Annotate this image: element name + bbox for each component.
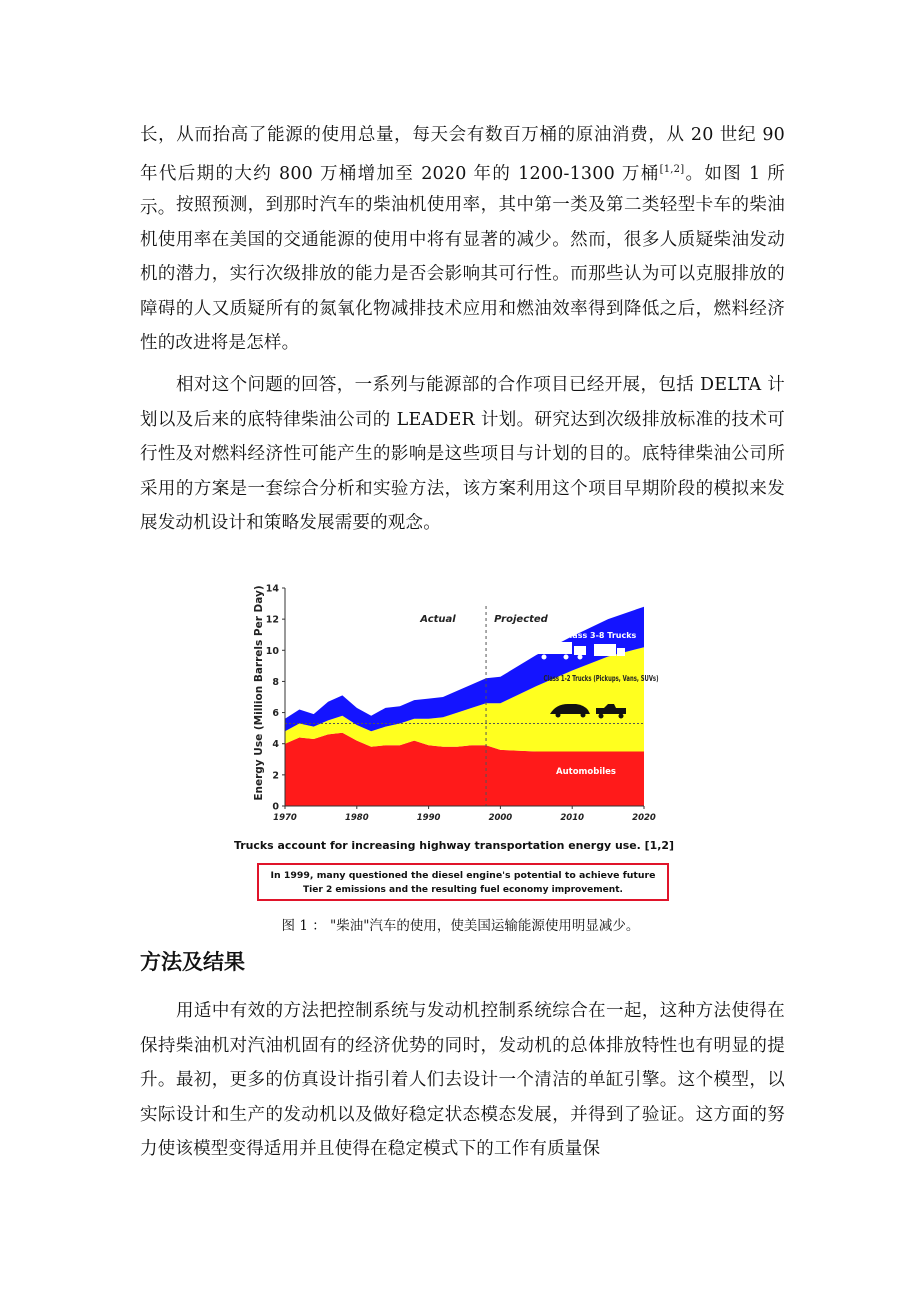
paragraph-2: 按照预测，到那时汽车的柴油机使用率，其中第一类及第二类轻型卡车的柴油机使用率在美国的交通能源的使用中将有显著的减少。然而，很多人质疑柴油发动机的潜力，实行次级排放的能力是否会影响其可行性。而那些认为可以克服排放的障碍的人又质疑所有的氮氧化物减排技术应用和燃油效率得到降低之后，燃料经济性的改进将是怎样。 — [140, 195, 785, 353]
paragraph-1-text: 长，从而抬高了能源的使用总量，每天会有数百万桶的原油消费，从 20 世纪 90 年代后期的大约 800 万桶增加至 2020 年的 1200-1300 万桶 — [140, 125, 785, 184]
y-tick-label: 0 — [272, 801, 279, 813]
series-label-automobiles: Automobiles — [556, 767, 616, 777]
y-tick-label: 2 — [272, 770, 279, 782]
section-heading: 方法及结果 — [140, 950, 245, 974]
figure-caption: 图 1 ： "柴油"汽车的使用，使美国运输能源使用明显减少。 — [281, 918, 640, 934]
y-tick-label: 4 — [272, 739, 279, 751]
note-line-1: In 1999, many questioned the diesel engine's potential to achieve future — [270, 871, 656, 881]
paragraph-4: 用适中有效的方法把控制系统与发动机控制系统综合在一起，这种方法使得在保持柴油机对汽油机固有的经济优势的同时，发动机的总体排放特性也有明显的提升。最初，更多的仿真设计指引着人们去设计一个清洁的单缸引擎。这个模型，以实际设计和生产的发动机以及做好稳定状态模态发展，并得到了验证。这方面的努力使该模型变得适用并且使得在稳定模式下的工作有质量保 — [140, 1001, 785, 1159]
y-tick-label: 6 — [272, 708, 279, 720]
region-label-projected: Projected — [494, 614, 548, 625]
x-tick-label: 2010 — [560, 813, 585, 823]
y-tick-label: 10 — [265, 645, 279, 657]
paragraph-1-tail: 。如图 1 所示。 — [140, 163, 785, 218]
y-axis-label: Energy Use (Million Barrels Per Day) — [253, 585, 265, 801]
series-label-heavy-trucks: Class 3-8 Trucks — [563, 631, 637, 640]
x-tick-label: 1980 — [344, 813, 369, 823]
y-tick-label: 8 — [272, 676, 279, 688]
region-label-actual: Actual — [420, 614, 456, 625]
note-line-2: Tier 2 emissions and the resulting fuel economy improvement. — [303, 885, 623, 895]
x-tick-label: 2020 — [632, 813, 656, 823]
figure-1 — [228, 578, 688, 908]
y-tick-label: 14 — [265, 583, 279, 595]
chart-title: Trucks account for increasing highway transportation energy use. [1,2] — [234, 840, 674, 852]
x-tick-label: 2000 — [488, 813, 513, 823]
series-label-light-trucks-line1: Class 1-2 Trucks (Pickups, Vans, SUVs) — [543, 674, 659, 683]
y-tick-label: 12 — [265, 614, 279, 626]
x-tick-label: 1990 — [416, 813, 441, 823]
paragraph-3: 相对这个问题的回答，一系列与能源部的合作项目已经开展，包括 DELTA 计划以及后来的底特律柴油公司的 LEADER 计划。研究达到次级排放标准的技术可行性及对燃料经济性可能产生的影响是这些项目与计划的目的。底特律柴油公司所采用的方案是一套综合分析和实验方法，该方案利用这个项目早期阶段的模拟来发展发动机设计和策略发展需要的观念。 — [140, 375, 785, 533]
citation: [1,2] — [659, 163, 685, 175]
x-tick-label: 1970 — [273, 813, 297, 823]
energy-use-chart — [228, 578, 688, 908]
